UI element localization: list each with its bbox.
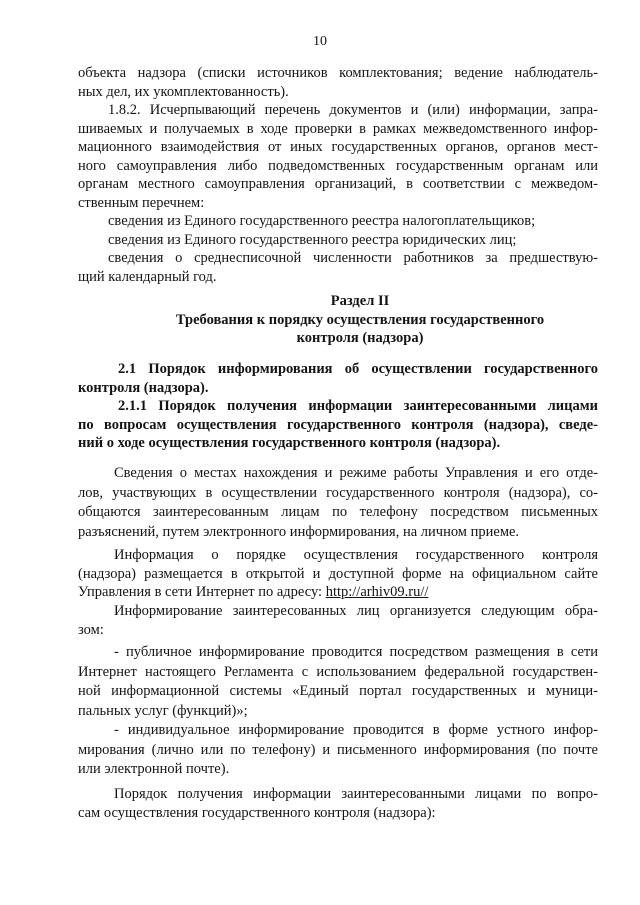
list-item: сведения из Единого государственного реестра юридических лиц;	[108, 231, 517, 248]
text-line: или электронной почте).	[78, 761, 230, 777]
text-line: сам осуществления государственного контроля (надзора):	[78, 804, 436, 821]
text-line: общаются заинтересованным лицам по телефону посредством письменных	[78, 504, 598, 520]
text-line: 2.1.1 Порядок получения информации заинтересованными лицами	[118, 398, 598, 414]
text-line: 2.1 Порядок информирования об осуществлении государственного	[118, 361, 598, 377]
text-line: мационного взаимодействия от иных государственных органов, органов мест-	[78, 139, 598, 155]
text-line: Порядок получения информации заинтересованными лицами по вопро-	[114, 786, 598, 802]
text-line: щий календарный год.	[78, 268, 217, 285]
text-line: ных дел, их укомплектованность).	[78, 83, 289, 100]
text-line: зом:	[78, 621, 104, 638]
section-title-line: Требования к порядку осуществления государственного	[175, 311, 545, 328]
paragraph-public-informing	[78, 643, 598, 721]
text-line: органам местного самоуправления организаций, в соответствии с межведом-	[78, 176, 598, 192]
text-line: мирования (лично или по телефону) и письменного информирования (по почте	[78, 741, 598, 758]
section-heading	[70, 292, 640, 348]
list-item: сведения из Единого государственного реестра налогоплательщиков;	[108, 213, 536, 229]
paragraph-individual-informing	[78, 721, 598, 780]
subsection-heading-2-1	[78, 360, 598, 397]
paragraph-procedure	[78, 785, 598, 822]
text-line: лов, участвующих в осуществлении государственного контроля (надзора), со-	[78, 484, 598, 501]
text-line: ственным перечнем:	[78, 194, 205, 211]
subsection-heading-2-1-1	[78, 397, 598, 453]
text-line: ного самоуправления либо подведомственных государственным органам или	[78, 157, 598, 174]
registry-list	[78, 212, 598, 286]
text-line: шиваемых и получаемых в ходе проверки в рамках межведомственного инфор-	[78, 120, 598, 137]
text-line: объекта надзора (списки источников комплектования; ведение наблюдатель-	[78, 65, 598, 81]
page-number: 10	[313, 34, 327, 49]
text-line: ний о ходе осуществления государственного контроля (надзора).	[78, 435, 501, 451]
list-item: сведения о среднесписочной численности работников за предшествую-	[108, 250, 598, 266]
text-line: (надзора) размещается в открытой и доступной форме на официальном сайте	[78, 565, 598, 582]
text-line: 1.8.2. Исчерпывающий перечень документов и (или) информации, запра-	[108, 102, 598, 118]
text-fragment: Управления в сети Интернет по адресу:	[78, 584, 326, 600]
section-title-line: контроля (надзора)	[296, 330, 424, 346]
paragraph-informing	[78, 602, 598, 639]
text-line: Сведения о местах нахождения и режиме работы Управления и его отде-	[114, 465, 598, 481]
text-line: по вопросам осуществления государственного контроля (надзора), сведе-	[78, 416, 598, 433]
text-line: разъяснений, путем электронного информирования, на личном приеме.	[78, 523, 520, 540]
section-label: Раздел II	[330, 293, 390, 309]
text-line: - индивидуальное информирование проводится в форме устного инфор-	[114, 722, 598, 738]
text-line: Информация о порядке осуществления государственного контроля	[114, 547, 598, 563]
text-line: Информирование заинтересованных лиц организуется следующим обра-	[114, 603, 598, 619]
website-link[interactable]: http://arhiv09.ru//	[325, 584, 429, 600]
text-line: контроля (надзора).	[78, 379, 209, 396]
text-line	[78, 583, 598, 602]
text-line: пальных услуг (функций)»;	[78, 702, 248, 719]
paragraph-locations	[78, 464, 598, 542]
paragraph-continuation	[78, 64, 598, 101]
text-line: ной информационной системы «Единый портал государственных и муници-	[78, 683, 598, 699]
paragraph-1-8-2	[78, 101, 598, 212]
paragraph-information	[78, 546, 598, 602]
text-line: - публичное информирование проводится посредством размещения в сети	[114, 644, 598, 660]
text-line: Интернет настоящего Регламента с использованием федеральной государствен-	[78, 663, 598, 680]
